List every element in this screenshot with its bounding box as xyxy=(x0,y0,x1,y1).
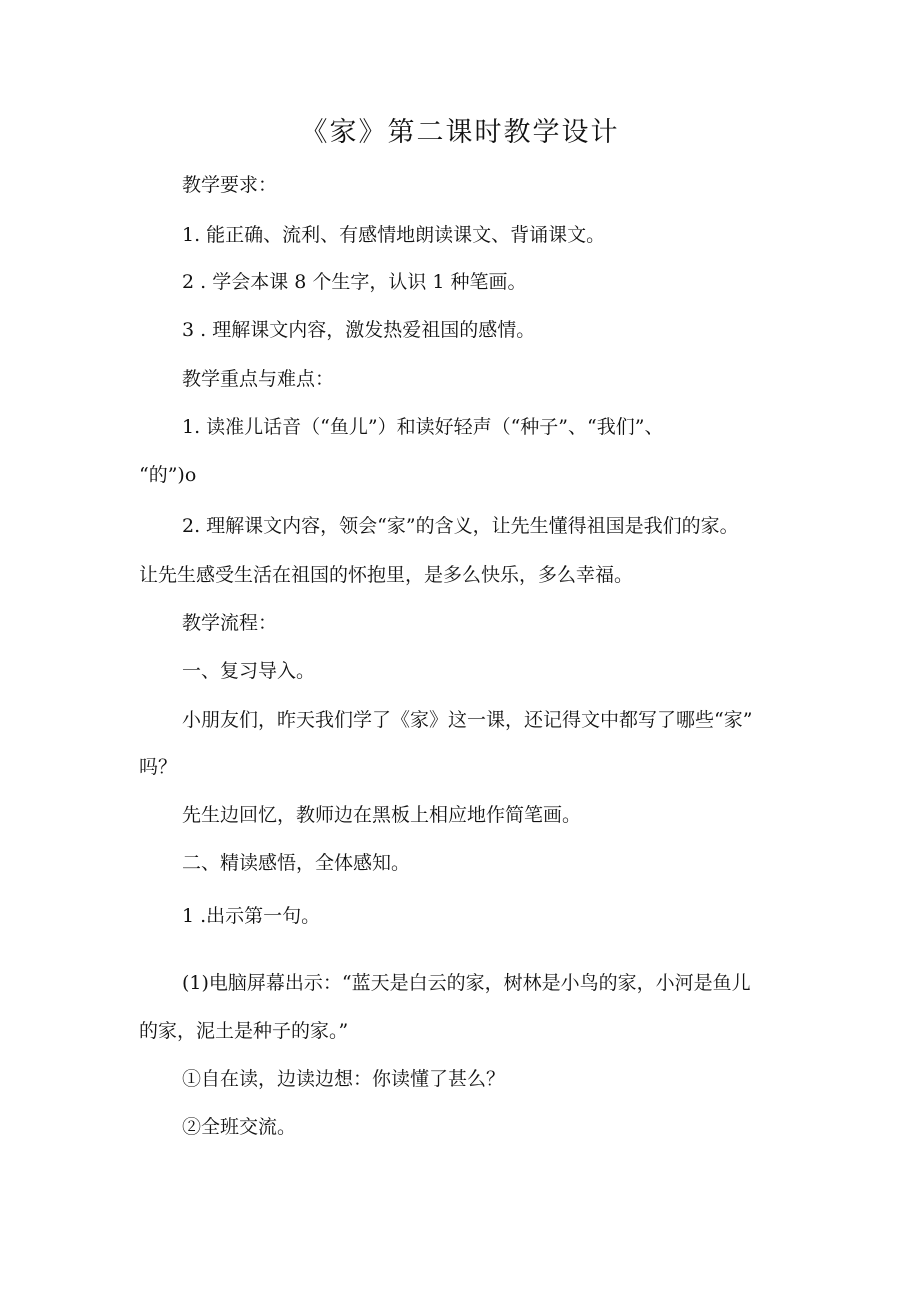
paragraph-line: 让先生感受生活在祖国的怀抱里，是多么快乐，多么幸福。 xyxy=(139,564,634,586)
paragraph-line: 的家，泥土是种子的家。” xyxy=(139,1020,349,1042)
paragraph-line: 2 . 学会本课 8 个生字，认识 1 种笔画。 xyxy=(182,271,527,293)
section-heading-reading: 二、精读感悟，全体感知。 xyxy=(182,852,411,874)
paragraph-line: “的”)o xyxy=(139,464,197,486)
paragraph-line: ①自在读，边读边想：你读懂了甚么？ xyxy=(182,1068,506,1090)
paragraph-line: 1. 能正确、流利、有感情地朗读课文、背诵课文。 xyxy=(182,224,606,246)
section-heading-review: 一、复习导入。 xyxy=(182,660,316,682)
paragraph-line: (1)电脑屏幕出示：“蓝天是白云的家，树林是小鸟的家，小河是鱼儿 xyxy=(182,972,751,994)
section-heading-requirements: 教学要求： xyxy=(182,174,278,196)
paragraph-line: 先生边回忆，教师边在黑板上相应地作简笔画。 xyxy=(182,804,582,826)
section-heading-process: 教学流程： xyxy=(182,612,278,634)
paragraph-line: 1 .出示第一句。 xyxy=(182,905,321,927)
paragraph-line: 小朋友们，昨天我们学了《家》这一课，还记得文中都写了哪些“家” xyxy=(182,709,753,731)
section-heading-key-points: 教学重点与难点： xyxy=(182,368,335,390)
paragraph-line: ②全班交流。 xyxy=(182,1116,297,1138)
paragraph-line: 2. 理解课文内容，领会“家”的含义，让先生懂得祖国是我们的家。 xyxy=(182,515,739,537)
paragraph-line: 3 . 理解课文内容，激发热爱祖国的感情。 xyxy=(182,319,536,341)
page-title: 《家》第二课时教学设计 xyxy=(300,117,620,148)
paragraph-line: 吗？ xyxy=(139,756,178,778)
paragraph-line: 1. 读准儿话音（“鱼儿”）和读好轻声（“种子”、“我们”、 xyxy=(182,416,664,438)
